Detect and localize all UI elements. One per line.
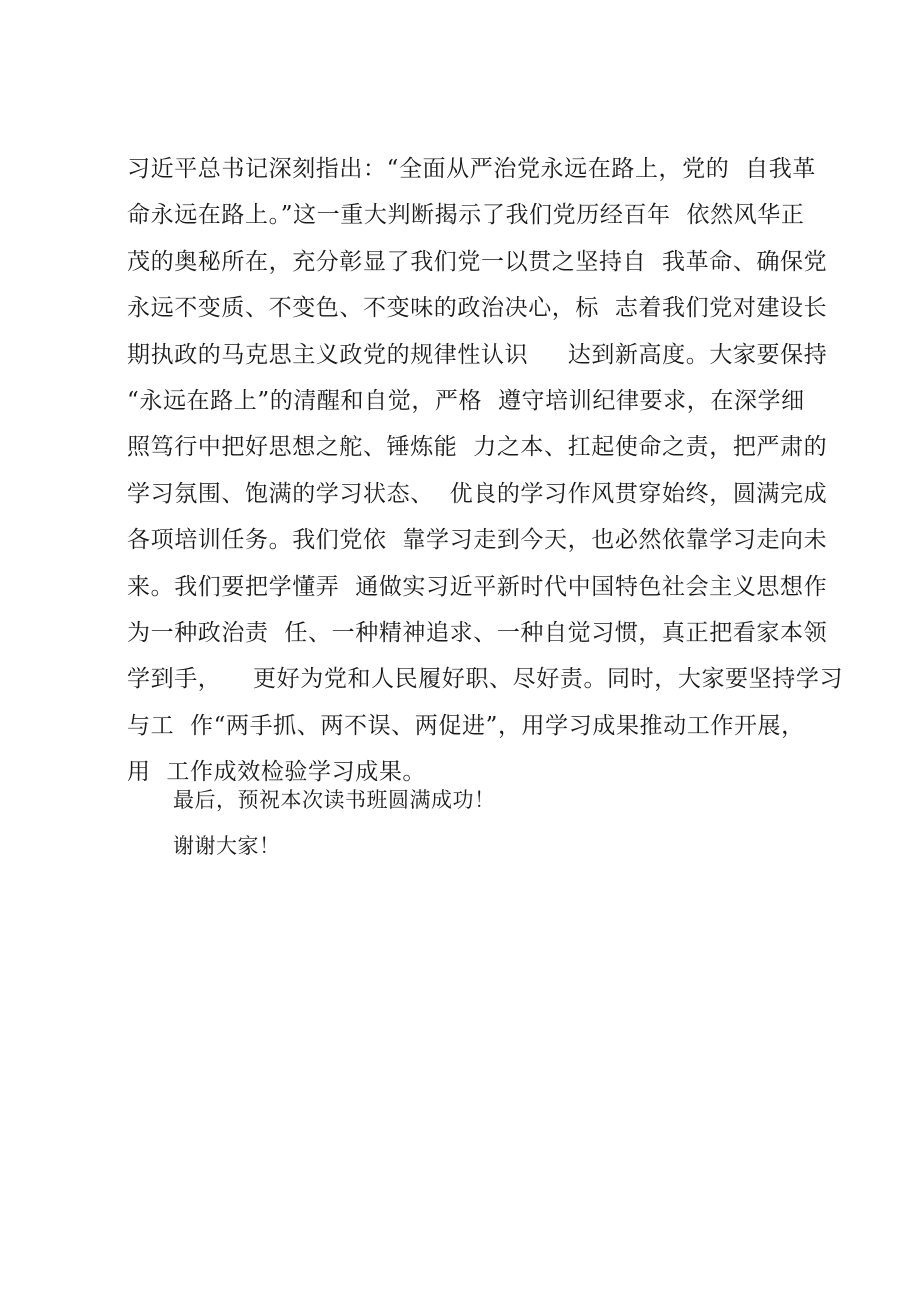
paragraph-line: 用 工作成效检验学习成果。 (127, 759, 427, 786)
paragraph-line: 各项培训任务。我们党依 靠学习走到今天，也必然依靠学习走向未 (127, 527, 828, 554)
paragraph-line: 照笃行中把好思想之舵、锤炼能 力之本、扛起使命之责，把严肃的 (127, 434, 828, 461)
body-paragraph (127, 146, 844, 795)
paragraph-line: 习近平总书记深刻指出：“全面从严治党永远在路上，党的 自我革 (127, 156, 816, 182)
paragraph-line: 茂的奥秘所在，充分彰显了我们党一以贯之坚持自 我革命、确保党 (127, 248, 828, 275)
paragraph-line: 来。我们要把学懂弄 通做实习近平新时代中国特色社会主义思想作 (127, 573, 828, 600)
closing-wish: 最后，预祝本次读书班圆满成功！ (173, 788, 496, 812)
paragraph-line: 永远不变质、不变色、不变味的政治决心，标 志着我们党对建设长 (127, 295, 828, 322)
closing-thanks: 谢谢大家！ (173, 834, 281, 858)
paragraph-line: 学习氛围、饱满的学习状态、 优良的学习作风贯穿始终，圆满完成 (127, 480, 828, 507)
closing-remarks (173, 777, 673, 869)
paragraph-line: 期执政的马克思主义政党的规律性认识 达到新高度。大家要保持 (127, 341, 828, 368)
paragraph-line: 为一种政治责 任、一种精神追求、一种自觉习惯，真正把看家本领 (127, 619, 828, 646)
paragraph-line: 学到手， 更好为党和人民履好职、尽好责。同时，大家要坚持学习 (127, 666, 844, 693)
paragraph-line: “永远在路上”的清醒和自觉，严格 遵守培训纪律要求，在深学细 (127, 387, 805, 414)
paragraph-line: 与工 作“两手抓、两不误、两促进”，用学习成果推动工作开展， (127, 712, 805, 739)
paragraph-line: 命永远在路上。”这一重大判断揭示了我们党历经百年 依然风华正 (127, 202, 805, 229)
